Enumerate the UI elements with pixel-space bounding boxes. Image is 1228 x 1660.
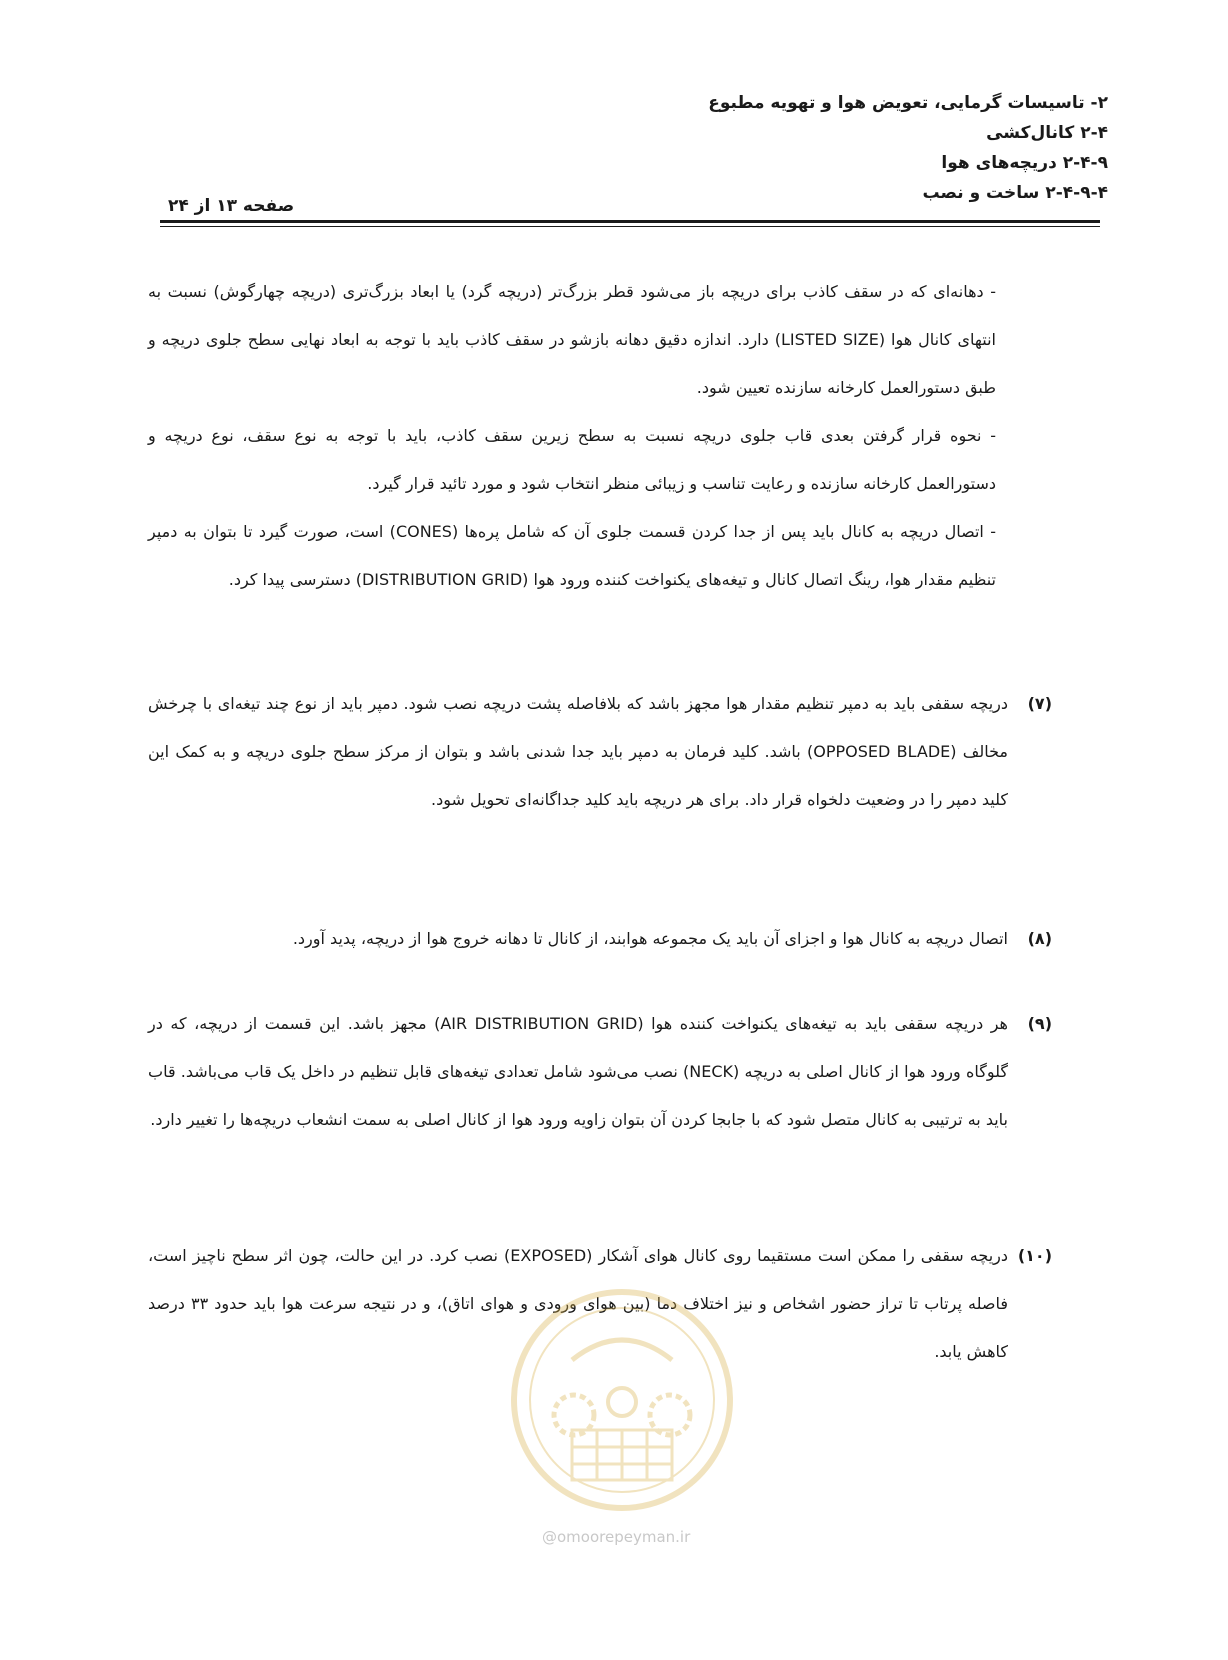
item-text: دریچه سقفی را ممکن است مستقیما روی کانال هوای آشکار (EXPOSED) نصب کرد. در این حالت، چون اثر سطح ناچیز است، فاصله پرتاب تا تراز حضور اشخاص و نیز اختلاف دما (بین هوای ورودی و هوای اتاق)، و در نتیجه سرعت هوا باید حدود ۳۳ درصد کاهش یابد. [148,1246,1009,1361]
header-subsection: ۲-۴-۹ دریچه‌های هوا [941,153,1108,173]
watermark-caption: @omoorepeyman.ir [542,1528,691,1546]
numbered-item-9 [148,1000,1052,1144]
section-header [148,88,1108,208]
numbered-item-8 [148,915,1052,963]
item-number: (۷) [1027,694,1052,713]
item-text: هر دریچه سقفی باید به تیغه‌های یکنواخت کننده هوا (AIR DISTRIBUTION GRID) مجهز باشد. این قسمت از دریچه، که در گلوگاه ورود هوا از کانال اصلی به دریچه (NECK) نصب می‌شود شامل تعدادی تیغه‌های قابل تنظیم در داخل یک قاب می‌باشد. قاب باید به ترتیبی به کانال متصل شود که با جابجا کردن آن بتوان زاویه ورود هوا از کانال اصلی به سمت انشعاب دریچه‌ها را تغییر دارد. [148,1014,1009,1129]
item-text: دریچه سقفی باید به دمپر تنظیم مقدار هوا مجهز باشد که بلافاصله پشت دریچه نصب شود. دمپر باید از نوع چند تیغه‌ای با چرخش مخالف (OPPOSED BLADE) باشد. کلید فرمان به دمپر باید جدا شدنی باشد و بتوان از مرکز سطح جلوی دریچه و به کمک این کلید دمپر را در وضعیت دلخواه قرار داد. برای هر دریچه باید کلید جداگانه‌ای تحویل شود. [148,694,1008,809]
header-topic: ۲-۴-۹-۴ ساخت و نصب [922,183,1108,203]
item-number: (۹) [1027,1014,1052,1033]
header-chapter: ۲- تاسیسات گرمایی، تعویض هوا و تهویه مطبوع [708,93,1108,113]
bullet-item: - دهانه‌ای که در سقف کاذب برای دریچه باز می‌شود قطر بزرگ‌تر (دریچه گرد) یا ابعاد بزرگ‌تری (دریچه چهارگوش) نسبت به انتهای کانال هوا (LISTED SIZE) دارد. اندازه دقیق دهانه بازشو در سقف کاذب باید با توجه به ابعاد نهایی سطح جلوی دریچه و طبق دستورالعمل کارخانه سازنده تعیین شود. [148,282,996,397]
watermark-logo-icon [502,1280,742,1520]
numbered-item-7 [148,680,1052,824]
header-rule-thin [160,226,1100,227]
bullet-item: - نحوه قرار گرفتن بعدی قاب جلوی دریچه نسبت به سطح زیرین سقف کاذب، باید با توجه به نوع سقف، نوع دریچه و دستورالعمل کارخانه سازنده و رعایت تناسب و زیبائی منظر انتخاب شود و مورد تائید قرار گیرد. [148,426,996,493]
item-number: (۸) [1027,929,1052,948]
page-number: صفحه ۱۳ از ۲۴ [168,196,295,216]
header-section: ۲-۴ کانال‌کشی [986,123,1108,143]
item-number: (۱۰) [1017,1246,1052,1265]
item-text: اتصال دریچه به کانال هوا و اجزای آن باید یک مجموعه هوابند، از کانال تا دهانه خروج هوا از دریچه، پدید آورد. [292,929,1008,948]
bullet-item: - اتصال دریچه به کانال باید پس از جدا کردن قسمت جلوی آن که شامل پره‌ها (CONES) است، صورت گیرد تا بتوان به دمپر تنظیم مقدار هوا، رینگ اتصال کانال و تیغه‌های یکنواخت کننده ورود هوا (DISTRIBUTION GRID) دسترسی پیدا کرد. [148,522,997,589]
bullet-list [148,268,996,604]
header-rule-thick [160,220,1100,223]
